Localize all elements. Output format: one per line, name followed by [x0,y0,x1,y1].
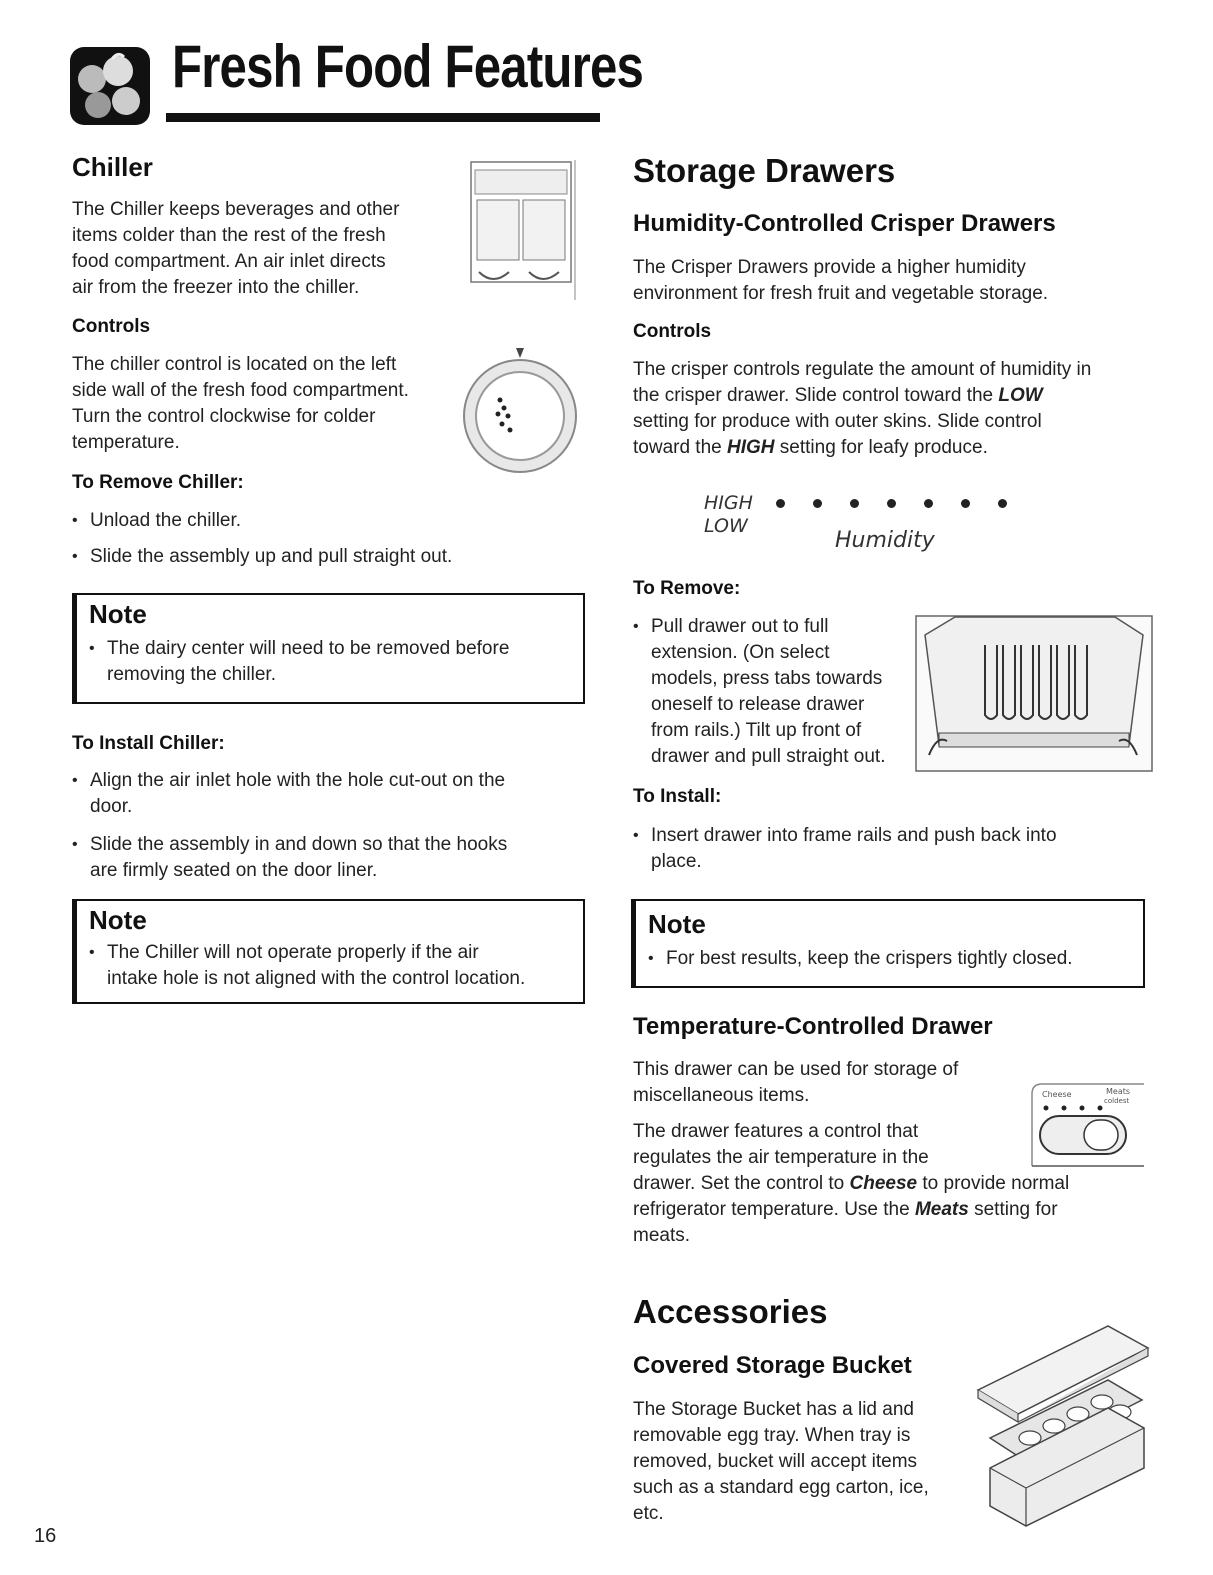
list-item: • Unload the chiller. [72,508,582,534]
dial-meats-label: Meats [1106,1087,1131,1096]
scale-dot [887,499,896,508]
install-chiller-steps [72,768,582,884]
title-underline [166,113,600,122]
remove-chiller-heading: To Remove Chiller: [72,472,244,493]
scale-low-label: LOW [704,515,748,537]
crisper-drawer-illustration [915,615,1153,772]
note-box-dairy [72,593,585,704]
scale-high-label: HIGH [704,492,753,514]
crisper-remove-heading: To Remove: [633,578,741,599]
note-box-crispers [631,899,1145,988]
list-item: • Slide the assembly in and down so that the hooks are firmly seated on the door liner. [72,832,582,884]
cheese-emphasis: Cheese [849,1173,918,1194]
scale-dot [813,499,822,508]
crisper-install-steps [633,823,1153,875]
crisper-controls-text: The crisper controls regulate the amount of humidity in the crisper drawer. Slide control toward the LOW setting for produce with outer skins. Slide control toward the HIGH setting for leafy produce. [633,359,1092,458]
list-item: • Align the air inlet hole with the hole cut-out on the door. [72,768,582,820]
fresh-food-logo-icon [68,45,152,127]
scale-dot [850,499,859,508]
storage-bucket-heading: Covered Storage Bucket [633,1352,912,1379]
note-title: Note [89,905,147,935]
scale-dot [961,499,970,508]
note-title: Note [89,599,147,629]
list-item: • For best results, keep the crispers tightly closed. [648,946,1131,972]
chiller-intro: The Chiller keeps beverages and other items colder than the rest of the fresh food compartment. An air inlet directs air from the freezer into the chiller. [72,199,400,298]
crisper-install-heading: To Install: [633,786,722,807]
chiller-illustration [455,160,579,300]
storage-bucket-text: The Storage Bucket has a lid and removable egg tray. When tray is removed, bucket will accept items such as a standard egg carton, ice, etc. [633,1399,929,1524]
accessories-heading: Accessories [633,1293,828,1330]
meats-emphasis: Meats [914,1199,969,1220]
dial-coldest-label: coldest [1104,1097,1130,1105]
temp-drawer-heading: Temperature-Controlled Drawer [633,1013,993,1040]
low-emphasis: LOW [998,385,1043,406]
page-title: Fresh Food Features [172,33,644,100]
list-item: • Slide the assembly up and pull straight out. [72,544,582,570]
crisper-drawers-heading: Humidity-Controlled Crisper Drawers [633,210,1056,237]
page-number: 16 [34,1525,57,1547]
storage-drawers-heading: Storage Drawers [633,152,896,189]
crisper-intro: The Crisper Drawers provide a higher humidity environment for fresh fruit and vegetable storage. [633,257,1049,304]
scale-dot [924,499,933,508]
note-box-chiller-alignment [72,899,585,1004]
note-title: Note [648,909,706,939]
chiller-controls-text: The chiller control is located on the left side wall of the fresh food compartment. Turn the control clockwise for colder temperature. [72,354,409,453]
temp-control-illustration [1026,1080,1146,1172]
storage-bucket-illustration [968,1318,1158,1528]
scale-dot [998,499,1007,508]
high-emphasis: HIGH [727,437,775,458]
crisper-controls-heading: Controls [633,321,712,342]
chiller-controls-heading: Controls [72,316,151,337]
temp-drawer-text: This drawer can be used for storage of miscellaneous items. The drawer features a control that regulates the air temperature in the drawer. Set the control to Cheese to provide normal refrigerator temperature. Use the Meats setting for meats. [633,1059,1070,1246]
humidity-caption: Humidity [835,528,935,553]
chiller-heading: Chiller [72,152,153,182]
dial-cheese-label: Cheese [1042,1090,1072,1099]
list-item: • The Chiller will not operate properly if the air intake hole is not aligned with the control location. [89,940,571,992]
chiller-control-dial-illustration [458,340,586,485]
install-chiller-heading: To Install Chiller: [72,733,225,754]
crisper-remove-steps [633,614,923,770]
list-item: • The dairy center will need to be removed before removing the chiller. [89,636,571,688]
list-item: • Pull drawer out to full extension. (On select models, press tabs towards oneself to release drawer from rails.) Tilt up front of drawer and pull straight out. [633,614,923,770]
scale-dot [776,499,785,508]
list-item: • Insert drawer into frame rails and push back into place. [633,823,1153,875]
remove-chiller-steps [72,508,582,570]
